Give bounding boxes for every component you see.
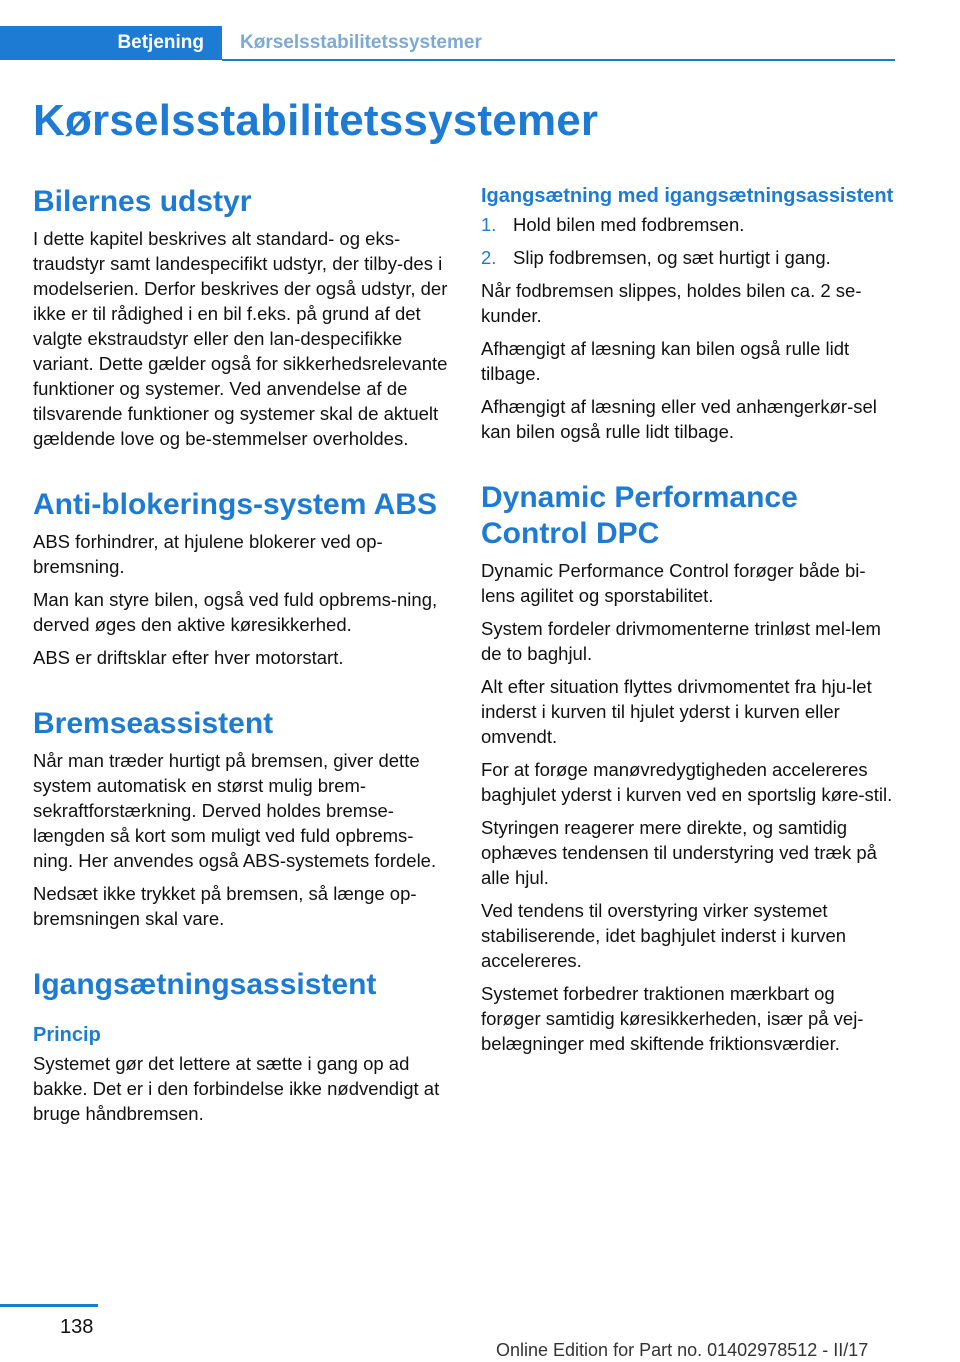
paragraph: Når man træder hurtigt på bremsen, giver dette system automatisk en størst mulig brem-sekraftforstærkning. Derved holdes bremse-længden så kort som muligt ved fuld opbrems-ning. Her anvendes også ABS-systemets fordele. <box>33 750 437 871</box>
section-title-equipment: Bilernes udstyr <box>33 185 252 218</box>
step-text: Hold bilen med fodbremsen. <box>513 214 745 235</box>
header-rule <box>222 59 895 61</box>
right-column <box>481 184 899 1064</box>
paragraph: Nedsæt ikke trykket på bremsen, så længe op-bremsningen skal vare. <box>33 883 417 929</box>
section-tab-label: Kørselsstabilitetssystemer <box>240 32 482 53</box>
page-number: 138 <box>60 1316 94 1338</box>
section-tab <box>240 26 482 60</box>
section-title-brake-assist: Bremseassistent <box>33 707 274 740</box>
list-item <box>481 212 899 237</box>
section-title-hill-start: Igangsætningsassistent <box>33 968 377 1001</box>
paragraph: Systemet forbedrer traktionen mærkbart og forøger samtidig køresikkerheden, især på vej-belægninger med skiftende friktionsværdier. <box>481 983 864 1054</box>
footer-rule <box>0 1304 98 1307</box>
paragraph: Systemet gør det lettere at sætte i gang op ad bakke. Det er i den forbindelse ikke nødvendigt at bruge håndbremsen. <box>33 1053 440 1124</box>
paragraph: Styringen reagerer mere direkte, og samtidig ophæves tendensen til understyring ved træk på alle hjul. <box>481 817 877 888</box>
paragraph: ABS er driftsklar efter hver motorstart. <box>33 647 344 668</box>
subsection-title-principle: Princip <box>33 1024 101 1046</box>
chapter-header <box>0 26 895 62</box>
paragraph: ABS forhindrer, at hjulene blokerer ved op-bremsning. <box>33 531 383 577</box>
spacer <box>33 1009 449 1023</box>
paragraph: For at forøge manøvredygtigheden accelereres baghjulet yderst i kurven ved en sportslig køre-stil. <box>481 759 893 805</box>
paragraph: I dette kapitel beskrives alt standard- og eks-traudstyr samt landespecifikt udstyr, der tilby-des i modelserien. Derfor beskrives der også udstyr, der ikke er til rådighed i en bil f.eks. på grund af det valgte ekstraudstyr eller den lan-despecifikke variant. Dette gælder også for sikkerhedsrelevante funktioner og systemer. Ved anvendelse af de tilsvarende funktioner og systemer skal de aktuelt gældende love og be-stemmelser overholdes. <box>33 228 448 449</box>
step-number: 2. <box>481 247 497 268</box>
section-title-abs: Anti-blokerings-system ABS <box>33 488 437 521</box>
step-text: Slip fodbremsen, og sæt hurtigt i gang. <box>513 247 831 268</box>
spacer <box>481 452 899 480</box>
paragraph: Alt efter situation flyttes drivmomentet fra hju-let inderst i kurven til hjulet yderst i kurven eller omvendt. <box>481 676 872 747</box>
paragraph: Man kan styre bilen, også ved fuld opbrems-ning, derved øges den aktive køresikkerhed. <box>33 589 438 635</box>
step-list <box>481 212 899 270</box>
paragraph: Ved tendens til overstyring virker systemet stabiliserende, idet baghjulet inderst i kurven accelereres. <box>481 900 847 971</box>
subsection-title-starting: Igangsætning med igangsætningsassistent <box>481 185 894 207</box>
list-item <box>481 245 899 270</box>
left-column <box>33 184 449 1134</box>
paragraph: System fordeler drivmomenterne trinløst mel-lem de to baghjul. <box>481 618 881 664</box>
paragraph: Afhængigt af læsning kan bilen også rulle lidt tilbage. <box>481 338 850 384</box>
section-title-dpc: Dynamic Performance Control DPC <box>481 481 798 550</box>
spacer <box>33 939 449 967</box>
chapter-tab-label: Betjening <box>117 32 204 53</box>
paragraph: Når fodbremsen slippes, holdes bilen ca. 2 se-kunder. <box>481 280 862 326</box>
spacer <box>33 459 449 487</box>
edition-note: Online Edition for Part no. 01402978512 - II/17 <box>496 1340 869 1360</box>
spacer <box>33 678 449 706</box>
paragraph: Dynamic Performance Control forøger både bi-lens agilitet og sporstabilitet. <box>481 560 866 606</box>
step-number: 1. <box>481 214 497 235</box>
paragraph: Afhængigt af læsning eller ved anhængerkør-sel kan bilen også rulle lidt tilbage. <box>481 396 877 442</box>
page-title: Kørselsstabilitetssystemer <box>33 96 599 145</box>
chapter-tab <box>0 26 222 60</box>
